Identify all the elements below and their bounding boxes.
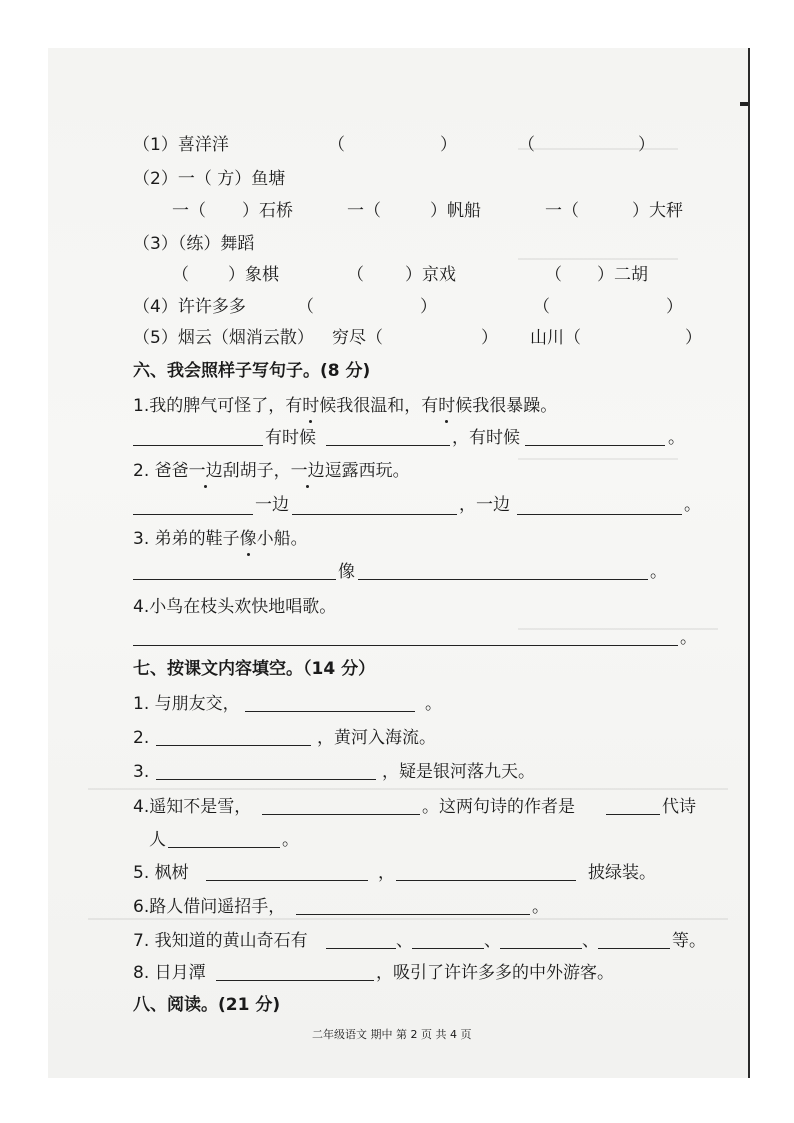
- bleed-through-line: [88, 918, 728, 920]
- sentence-text: 逗露西玩。: [324, 461, 410, 481]
- keyword-marked: 有时候: [421, 396, 473, 416]
- answer-blank[interactable]: [133, 625, 678, 646]
- q1-label: （1）喜洋洋: [133, 135, 229, 155]
- period: 。: [680, 628, 697, 648]
- fill-prompt: ，黄河入海流。: [317, 728, 436, 748]
- q3-b-open: （: [347, 265, 364, 285]
- q2-a-close: ）石桥: [242, 201, 293, 221]
- sentence-text: 3. 弟弟的鞋子: [133, 529, 240, 549]
- answer-blank[interactable]: [396, 860, 576, 881]
- sentence-text: 刮胡子，: [222, 461, 291, 481]
- sample-sentence-1: [133, 395, 557, 417]
- paren-close: ）: [666, 297, 683, 317]
- section-heading: 八、阅读。(21 分): [133, 995, 281, 1015]
- q3-c-close: ）二胡: [597, 265, 648, 285]
- q5-b-open: 山川（: [530, 328, 581, 348]
- answer-blank[interactable]: [606, 794, 660, 815]
- page-footer: 二年级语文 期中 第 2 页 共 4 页: [312, 1028, 472, 1041]
- answer-blank[interactable]: [133, 559, 336, 580]
- fill-prompt: ，吸引了许许多多的中外游客。: [376, 963, 614, 983]
- period: 。: [668, 428, 685, 448]
- q3-b-close: ）京戏: [405, 265, 456, 285]
- paren-open: （: [518, 135, 535, 155]
- sentence-text: 1.我的脾气可怪了，: [133, 396, 286, 416]
- answer-blank[interactable]: [133, 425, 263, 446]
- answer-blank[interactable]: [168, 827, 280, 848]
- fill-prompt: 1. 与朋友交，: [133, 694, 240, 714]
- period: 。: [282, 830, 299, 850]
- q5-b-close: ）: [685, 328, 702, 348]
- answer-blank[interactable]: [296, 894, 530, 915]
- answer-blank[interactable]: [598, 928, 670, 949]
- keyword-marked: 一边: [188, 461, 223, 481]
- sentence-text: 我很温和，: [336, 396, 422, 416]
- sentence-text: 我很暴躁。: [472, 396, 558, 416]
- q2-c-open: 一（: [545, 201, 579, 221]
- period: 。: [425, 694, 442, 714]
- answer-blank[interactable]: [156, 759, 376, 780]
- separator: 、: [582, 931, 599, 951]
- period: 。: [684, 495, 701, 515]
- keyword-marked: 一边: [290, 461, 325, 481]
- sample-sentence-2: [133, 460, 410, 482]
- q5-label: （5）烟云（烟消云散）: [133, 328, 314, 348]
- answer-blank[interactable]: [133, 494, 253, 515]
- section-heading: 七、按课文内容填空。（14 分）: [133, 659, 376, 679]
- fill-prompt: 披绿装。: [588, 863, 656, 883]
- separator: 、: [484, 931, 501, 951]
- q5-a-close: ）: [481, 328, 498, 348]
- fill-prompt: 2.: [133, 728, 150, 748]
- q3-a-close: ）象棋: [228, 265, 279, 285]
- q3-a-open: （: [172, 265, 189, 285]
- section-heading: 六、我会照样子写句子。(8 分): [133, 361, 371, 381]
- fill-prompt: 代诗: [662, 797, 696, 817]
- paren-close: ）: [638, 135, 655, 155]
- fill-prompt: ，: [378, 863, 395, 883]
- answer-blank[interactable]: [156, 725, 311, 746]
- q2-c-close: ）大秤: [632, 201, 683, 221]
- sample-sentence-3: [133, 528, 308, 550]
- q3-c-open: （: [545, 265, 562, 285]
- answer-blank[interactable]: [216, 960, 374, 981]
- q2-b-close: ）帆船: [430, 201, 481, 221]
- keyword-marked: 像: [239, 529, 257, 549]
- fill-prompt: 4.遥知不是雪，: [133, 797, 252, 817]
- answer-blank[interactable]: [292, 494, 457, 515]
- separator: 、: [396, 931, 413, 951]
- fill-prompt: 人: [149, 830, 166, 850]
- fill-prompt: ，疑是银河落九天。: [382, 762, 535, 782]
- frame-word: ，一边: [459, 495, 510, 515]
- answer-blank[interactable]: [358, 559, 648, 580]
- bleed-through-line: [518, 258, 678, 260]
- bleed-through-line: [518, 458, 678, 460]
- paren-close: ）: [440, 135, 457, 155]
- answer-blank[interactable]: [262, 794, 420, 815]
- fill-prompt: 等。: [672, 931, 706, 951]
- q2-a-open: 一（: [172, 201, 206, 221]
- frame-word: 一边: [255, 495, 289, 515]
- answer-blank[interactable]: [206, 860, 368, 881]
- paren-close: ）: [420, 297, 437, 317]
- answer-blank[interactable]: [326, 425, 450, 446]
- fill-prompt: 8. 日月潭: [133, 963, 206, 983]
- bleed-through-line: [88, 788, 728, 790]
- fill-prompt: 3.: [133, 762, 150, 782]
- frame-word: 像: [338, 562, 355, 582]
- q2-label: （2）一（ 方）鱼塘: [133, 169, 286, 189]
- paren-open: （: [297, 297, 314, 317]
- answer-blank[interactable]: [245, 691, 415, 712]
- paren-open: （: [533, 297, 550, 317]
- fill-prompt: 7. 我知道的黄山奇石有: [133, 931, 308, 951]
- q3-label: （3）（练）舞蹈: [133, 234, 255, 254]
- keyword-marked: 有时候: [285, 396, 337, 416]
- frame-word: 有时候: [265, 428, 316, 448]
- q5-a-open: 穷尽（: [332, 328, 383, 348]
- frame-word: ，有时候: [452, 428, 520, 448]
- answer-blank[interactable]: [517, 494, 682, 515]
- period: 。: [650, 562, 667, 582]
- paren-open: （: [328, 135, 345, 155]
- fill-prompt: 。这两句诗的作者是: [422, 797, 575, 817]
- answer-blank[interactable]: [500, 928, 582, 949]
- fill-prompt: 5. 枫树: [133, 863, 189, 883]
- q2-b-open: 一（: [347, 201, 381, 221]
- fill-prompt: 6.路人借问遥招手，: [133, 897, 286, 917]
- q4-label: （4）许许多多: [133, 297, 246, 317]
- sentence-text: 2. 爸爸: [133, 461, 189, 481]
- sentence-text: 小船。: [256, 529, 308, 549]
- answer-blank[interactable]: [525, 425, 665, 446]
- answer-blank[interactable]: [412, 928, 484, 949]
- answer-blank[interactable]: [326, 928, 396, 949]
- sample-sentence-4: 4.小鸟在枝头欢快地唱歌。: [133, 597, 337, 617]
- edge-mark: [740, 102, 748, 106]
- period: 。: [532, 897, 549, 917]
